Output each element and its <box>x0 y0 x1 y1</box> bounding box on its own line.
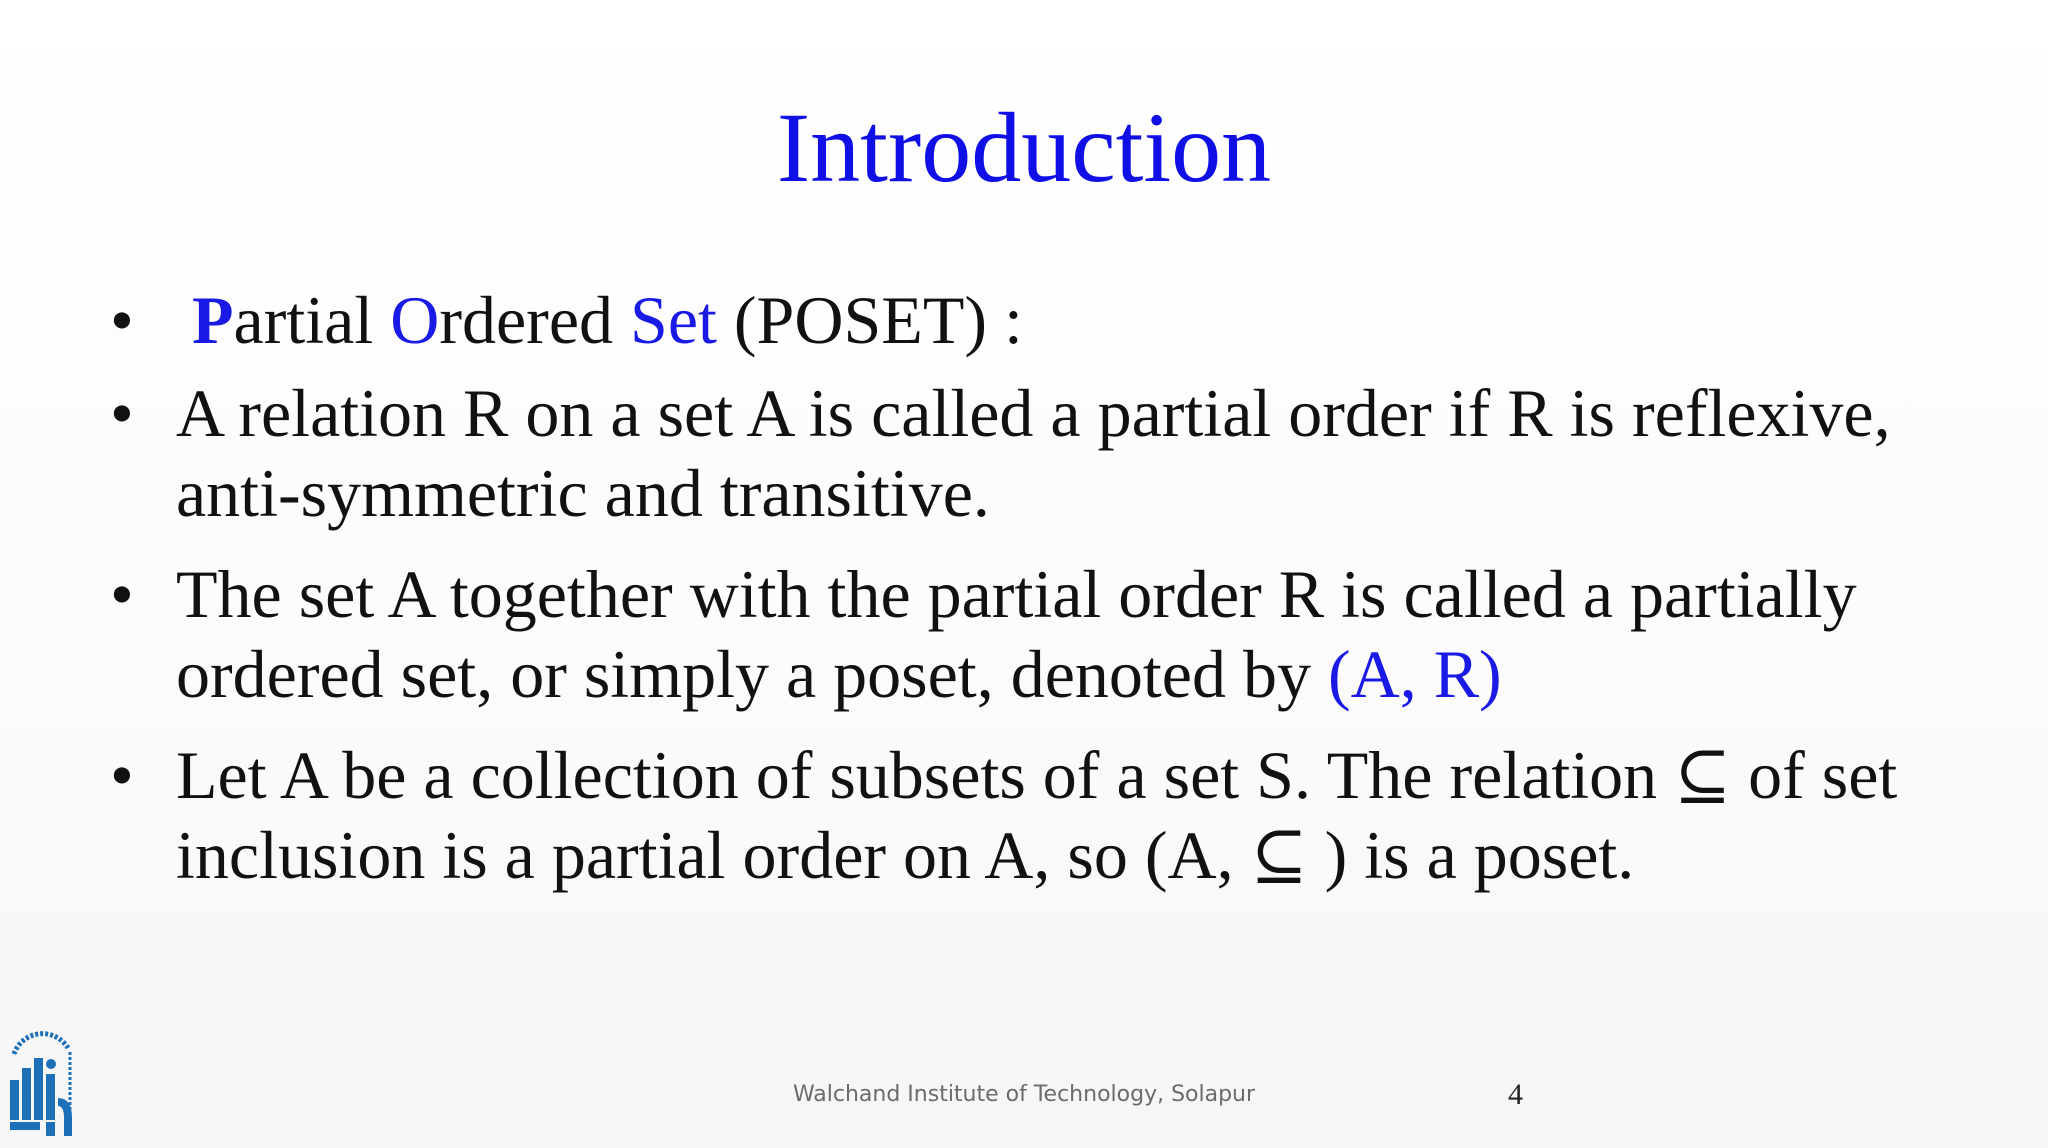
bullet-item-definition <box>110 373 1970 533</box>
bullet-icon: • <box>110 282 134 358</box>
text-fragment: artial <box>233 282 391 358</box>
highlight-letter: O <box>390 282 440 358</box>
text-fragment: rdered <box>439 282 630 358</box>
text-fragment: (POSET) : <box>716 282 1023 358</box>
bullet-text <box>176 556 1857 712</box>
page-number: 4 <box>1508 1078 1523 1111</box>
footer-institute-name: Walchand Institute of Technology, Solapur <box>792 1082 1256 1107</box>
text-fragment: The set A together with the partial order R is called a partially ordered set, or simply a poset, denoted by <box>176 556 1857 712</box>
institute-logo-icon <box>4 1018 78 1138</box>
bullet-item-poset-notation <box>110 554 1970 714</box>
bullet-item-set-inclusion <box>110 735 1970 895</box>
bullet-icon: • <box>110 375 134 451</box>
bullet-text: A relation R on a set A is called a partial order if R is reflexive, anti-symmetric and transitive. <box>176 375 1891 531</box>
highlight-letter: P <box>192 282 234 358</box>
slide-title: Introduction <box>776 92 1272 203</box>
bullet-text <box>176 282 1023 358</box>
poset-notation: (A, R) <box>1327 636 1502 712</box>
bullet-icon: • <box>110 556 134 632</box>
bullet-list <box>110 280 1970 916</box>
bullet-icon: • <box>110 737 134 813</box>
bullet-item-poset <box>110 280 1970 360</box>
highlight-word: Set <box>630 282 717 358</box>
bullet-text: Let A be a collection of subsets of a set S. The relation ⊆ of set inclusion is a partial order on A, so (A, ⊆ ) is a poset. <box>176 737 1898 893</box>
